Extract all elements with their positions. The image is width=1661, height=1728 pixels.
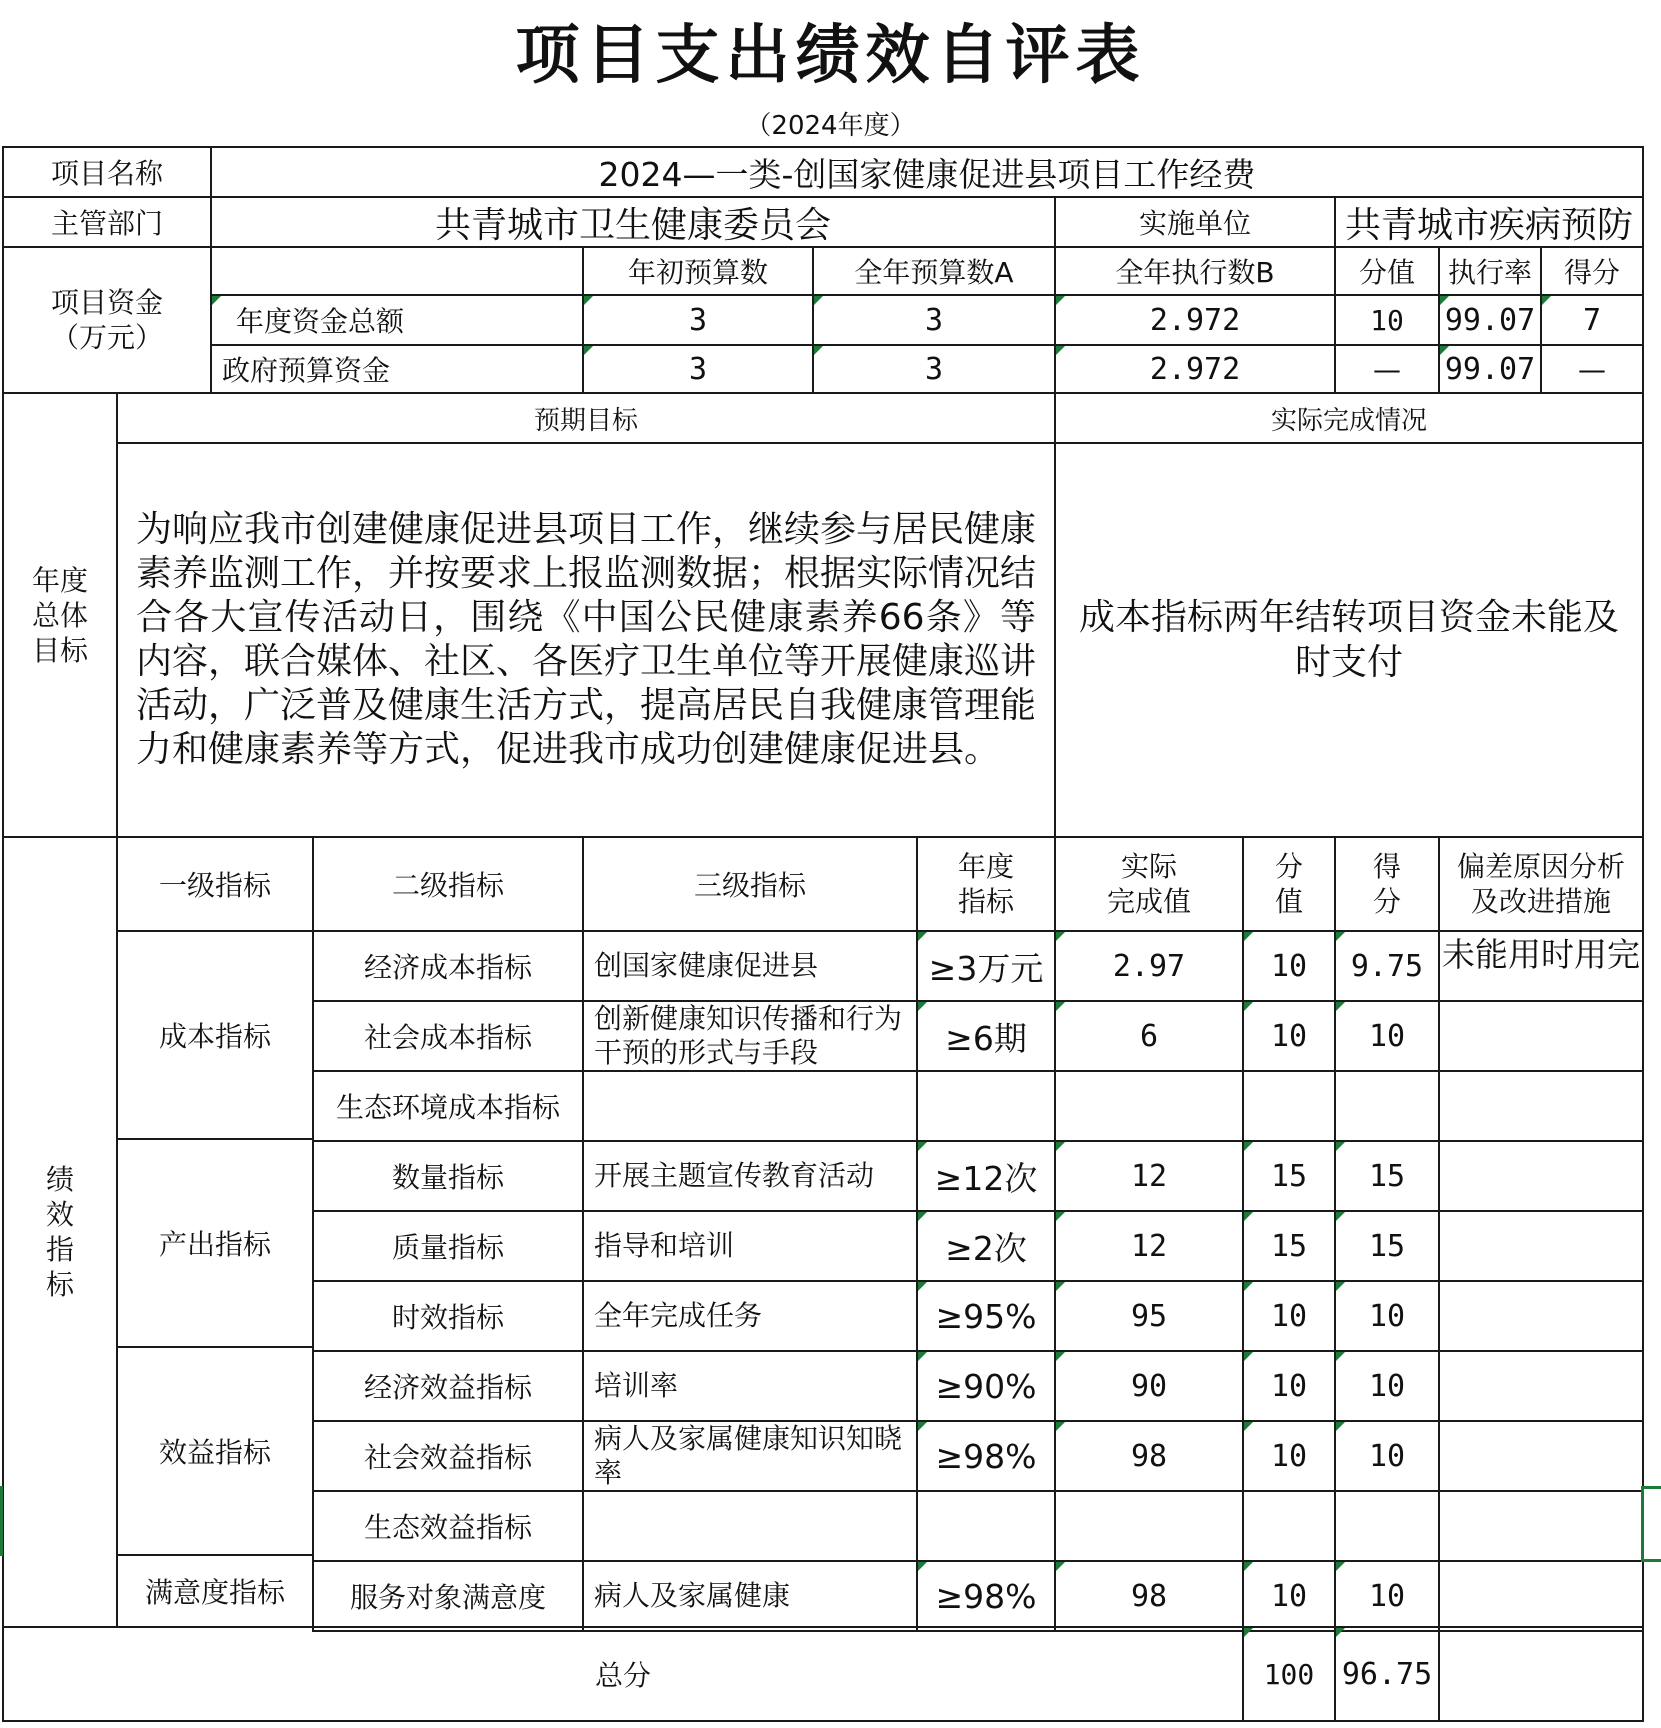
header-execution-rate[interactable]: 执行率 <box>1438 246 1542 296</box>
group-benefit[interactable]: 效益指标 <box>116 1346 314 1556</box>
target-cell[interactable] <box>916 1070 1056 1142</box>
header-annual-index-2: 指标 <box>957 885 1014 918</box>
value-cell[interactable]: 15 <box>1242 1140 1336 1212</box>
header-de-1: 得 <box>1372 850 1401 883</box>
value-cell[interactable]: 10 <box>1242 1350 1336 1422</box>
note-cell[interactable] <box>1438 1000 1644 1072</box>
actual-completion-header[interactable]: 实际完成情况 <box>1054 392 1644 444</box>
note-cell[interactable] <box>1438 1490 1644 1562</box>
header-level3[interactable]: 三级指标 <box>582 836 918 932</box>
level3-cell[interactable] <box>582 1070 918 1142</box>
level3-cell[interactable]: 创国家健康促进县 <box>582 930 918 1002</box>
level2-cell[interactable]: 时效指标 <box>312 1280 584 1352</box>
value-cell[interactable]: 15 <box>1242 1210 1336 1282</box>
total-funds-score-value[interactable]: 10 <box>1334 294 1440 346</box>
level2-cell[interactable]: 质量指标 <box>312 1210 584 1282</box>
performance-label-3: 指 <box>45 1233 74 1266</box>
score-cell[interactable]: 10 <box>1334 1420 1440 1492</box>
gov-funds-rate[interactable]: 99.07 <box>1438 344 1542 394</box>
score-cell[interactable]: 10 <box>1334 1560 1440 1632</box>
header-level2[interactable]: 二级指标 <box>312 836 584 932</box>
actual-completion-text[interactable]: 成本指标两年结转项目资金未能及时支付 <box>1054 442 1644 838</box>
score-cell[interactable] <box>1334 1490 1440 1562</box>
funds-label-line2: （万元） <box>50 321 163 354</box>
level2-cell[interactable]: 社会效益指标 <box>312 1420 584 1492</box>
total-score[interactable]: 96.75 <box>1334 1626 1440 1722</box>
overall-goal-label-1: 年度 <box>31 563 88 597</box>
total-label[interactable]: 总分 <box>2 1626 1244 1722</box>
level3-cell[interactable] <box>582 1490 918 1562</box>
level3-cell[interactable]: 病人及家属健康 <box>582 1560 918 1632</box>
implementing-unit-value[interactable]: 共青城市疾病预防 <box>1334 196 1644 248</box>
target-cell[interactable]: ≥98% <box>916 1560 1056 1632</box>
target-cell[interactable]: ≥90% <box>916 1350 1056 1422</box>
target-cell[interactable]: ≥98% <box>916 1420 1056 1492</box>
header-de-2: 分 <box>1372 885 1401 918</box>
value-cell[interactable]: 10 <box>1242 1560 1336 1632</box>
department-label[interactable]: 主管部门 <box>2 196 212 248</box>
actual-cell[interactable]: 98 <box>1054 1560 1244 1632</box>
actual-cell[interactable]: 95 <box>1054 1280 1244 1352</box>
header-annual-index-1: 年度 <box>957 850 1014 883</box>
project-name-value[interactable]: 2024—一类-创国家健康促进县项目工作经费 <box>210 146 1644 198</box>
value-cell[interactable]: 10 <box>1242 1420 1336 1492</box>
level3-cell[interactable]: 病人及家属健康知识知晓率 <box>582 1420 918 1492</box>
total-funds-score[interactable]: 7 <box>1540 294 1644 346</box>
value-cell[interactable] <box>1242 1490 1336 1562</box>
total-funds-label[interactable]: 年度资金总额 <box>210 294 584 346</box>
header-fen-value[interactable] <box>1242 836 1336 932</box>
expected-goal-text[interactable]: 为响应我市创建健康促进县项目工作，继续参与居民健康素养监测工作，并按要求上报监测数据；根据实际情况结合各大宣传活动日，围绕《中国公民健康素养66条》等内容，联合媒体、社区、各医疗卫生单位等开展健康巡讲活动，广泛普及健康生活方式，提高居民自我健康管理能力和健康素养等方式，促进我市成功创建健康促进县。 <box>116 442 1056 838</box>
score-cell[interactable]: 15 <box>1334 1210 1440 1282</box>
header-level1[interactable]: 一级指标 <box>116 836 314 932</box>
header-actual-value-2: 完成值 <box>1106 885 1191 918</box>
value-cell[interactable] <box>1242 1070 1336 1142</box>
score-cell[interactable]: 10 <box>1334 1350 1440 1422</box>
note-cell[interactable]: 未能用时用完 <box>1438 930 1644 1002</box>
note-cell[interactable] <box>1438 1560 1644 1632</box>
gov-funds-label[interactable]: 政府预算资金 <box>210 344 584 394</box>
performance-label[interactable] <box>2 836 118 1628</box>
target-cell[interactable]: ≥3万元 <box>916 930 1056 1002</box>
total-funds-executed[interactable]: 2.972 <box>1054 294 1336 346</box>
overall-goal-label-3: 目标 <box>31 633 88 667</box>
header-fen-2: 值 <box>1274 885 1303 918</box>
target-cell[interactable]: ≥95% <box>916 1280 1056 1352</box>
header-score[interactable]: 得分 <box>1540 246 1644 296</box>
group-output[interactable]: 产出指标 <box>116 1138 314 1348</box>
year-note: （2024年度） <box>745 110 916 141</box>
level3-cell[interactable]: 创新健康知识传播和行为干预的形式与手段 <box>582 1000 918 1072</box>
note-cell[interactable] <box>1438 1140 1644 1212</box>
actual-cell[interactable] <box>1054 1490 1244 1562</box>
header-actual-value-1: 实际 <box>1120 850 1177 883</box>
performance-label-1: 绩 <box>45 1163 74 1196</box>
total-funds-annual[interactable]: 3 <box>812 294 1056 346</box>
header-annual-index[interactable] <box>916 836 1056 932</box>
actual-cell[interactable]: 2.97 <box>1054 930 1244 1002</box>
performance-label-4: 标 <box>45 1268 74 1301</box>
total-value[interactable]: 100 <box>1242 1626 1336 1722</box>
expected-goal-header[interactable]: 预期目标 <box>116 392 1056 444</box>
overall-goal-label-2: 总体 <box>31 598 88 632</box>
note-cell[interactable] <box>1438 1210 1644 1282</box>
header-fen-1: 分 <box>1274 850 1303 883</box>
level3-cell[interactable]: 全年完成任务 <box>582 1280 918 1352</box>
actual-cell[interactable] <box>1054 1070 1244 1142</box>
score-cell[interactable]: 9.75 <box>1334 930 1440 1002</box>
value-cell[interactable]: 10 <box>1242 1280 1336 1352</box>
note-cell[interactable] <box>1438 1420 1644 1492</box>
level2-cell[interactable]: 生态环境成本指标 <box>312 1070 584 1142</box>
score-cell[interactable]: 10 <box>1334 1280 1440 1352</box>
header-deviation[interactable] <box>1438 836 1644 932</box>
level2-cell[interactable]: 服务对象满意度 <box>312 1560 584 1632</box>
header-initial-budget[interactable]: 年初预算数 <box>582 246 814 296</box>
header-deviation-1: 偏差原因分析 <box>1456 850 1625 883</box>
target-cell[interactable]: ≥2次 <box>916 1210 1056 1282</box>
header-score-value[interactable]: 分值 <box>1334 246 1440 296</box>
performance-label-2: 效 <box>45 1198 74 1231</box>
cell-selection-marker-left <box>0 1486 3 1556</box>
total-note[interactable] <box>1438 1626 1644 1722</box>
level2-cell[interactable]: 数量指标 <box>312 1140 584 1212</box>
cell-selection-marker <box>1641 1486 1661 1562</box>
actual-cell[interactable]: 98 <box>1054 1420 1244 1492</box>
value-cell[interactable]: 10 <box>1242 930 1336 1002</box>
department-value[interactable]: 共青城市卫生健康委员会 <box>210 196 1056 248</box>
target-cell[interactable] <box>916 1490 1056 1562</box>
gov-funds-initial[interactable]: 3 <box>582 344 814 394</box>
value-cell[interactable]: 10 <box>1242 1000 1336 1072</box>
score-cell[interactable] <box>1334 1070 1440 1142</box>
level2-cell[interactable]: 社会成本指标 <box>312 1000 584 1072</box>
header-deviation-2: 及改进措施 <box>1470 885 1611 918</box>
overall-goal-label[interactable] <box>2 392 118 838</box>
note-cell[interactable] <box>1438 1350 1644 1422</box>
gov-funds-score-value[interactable]: — <box>1334 344 1440 394</box>
header-actual-value[interactable] <box>1054 836 1244 932</box>
group-cost[interactable]: 成本指标 <box>116 930 314 1140</box>
group-satisfaction[interactable]: 满意度指标 <box>116 1554 314 1628</box>
gov-funds-executed[interactable]: 2.972 <box>1054 344 1336 394</box>
project-name-label[interactable]: 项目名称 <box>2 146 212 198</box>
level3-cell[interactable]: 培训率 <box>582 1350 918 1422</box>
header-annual-budget[interactable]: 全年预算数A <box>812 246 1056 296</box>
total-funds-rate[interactable]: 99.07 <box>1438 294 1542 346</box>
actual-cell[interactable]: 6 <box>1054 1000 1244 1072</box>
header-de-score[interactable] <box>1334 836 1440 932</box>
funds-header-blank[interactable] <box>210 246 584 296</box>
score-cell[interactable]: 15 <box>1334 1140 1440 1212</box>
level3-cell[interactable]: 指导和培训 <box>582 1210 918 1282</box>
level2-cell[interactable]: 生态效益指标 <box>312 1490 584 1562</box>
note-cell[interactable] <box>1438 1280 1644 1352</box>
gov-funds-score[interactable]: — <box>1540 344 1644 394</box>
actual-cell[interactable]: 12 <box>1054 1210 1244 1282</box>
total-funds-initial[interactable]: 3 <box>582 294 814 346</box>
level2-cell[interactable]: 经济成本指标 <box>312 930 584 1002</box>
page-title: 项目支出绩效自评表 <box>515 18 1146 93</box>
header-annual-execution[interactable]: 全年执行数B <box>1054 246 1336 296</box>
actual-cell[interactable]: 90 <box>1054 1350 1244 1422</box>
funds-label-line1: 项目资金 <box>50 286 163 319</box>
implementing-unit-label[interactable]: 实施单位 <box>1054 196 1336 248</box>
gov-funds-annual[interactable]: 3 <box>812 344 1056 394</box>
score-cell[interactable]: 10 <box>1334 1000 1440 1072</box>
level3-cell[interactable]: 开展主题宣传教育活动 <box>582 1140 918 1212</box>
note-cell[interactable] <box>1438 1070 1644 1142</box>
target-cell[interactable]: ≥6期 <box>916 1000 1056 1072</box>
target-cell[interactable]: ≥12次 <box>916 1140 1056 1212</box>
actual-cell[interactable]: 12 <box>1054 1140 1244 1212</box>
level2-cell[interactable]: 经济效益指标 <box>312 1350 584 1422</box>
funds-label[interactable] <box>2 246 212 394</box>
